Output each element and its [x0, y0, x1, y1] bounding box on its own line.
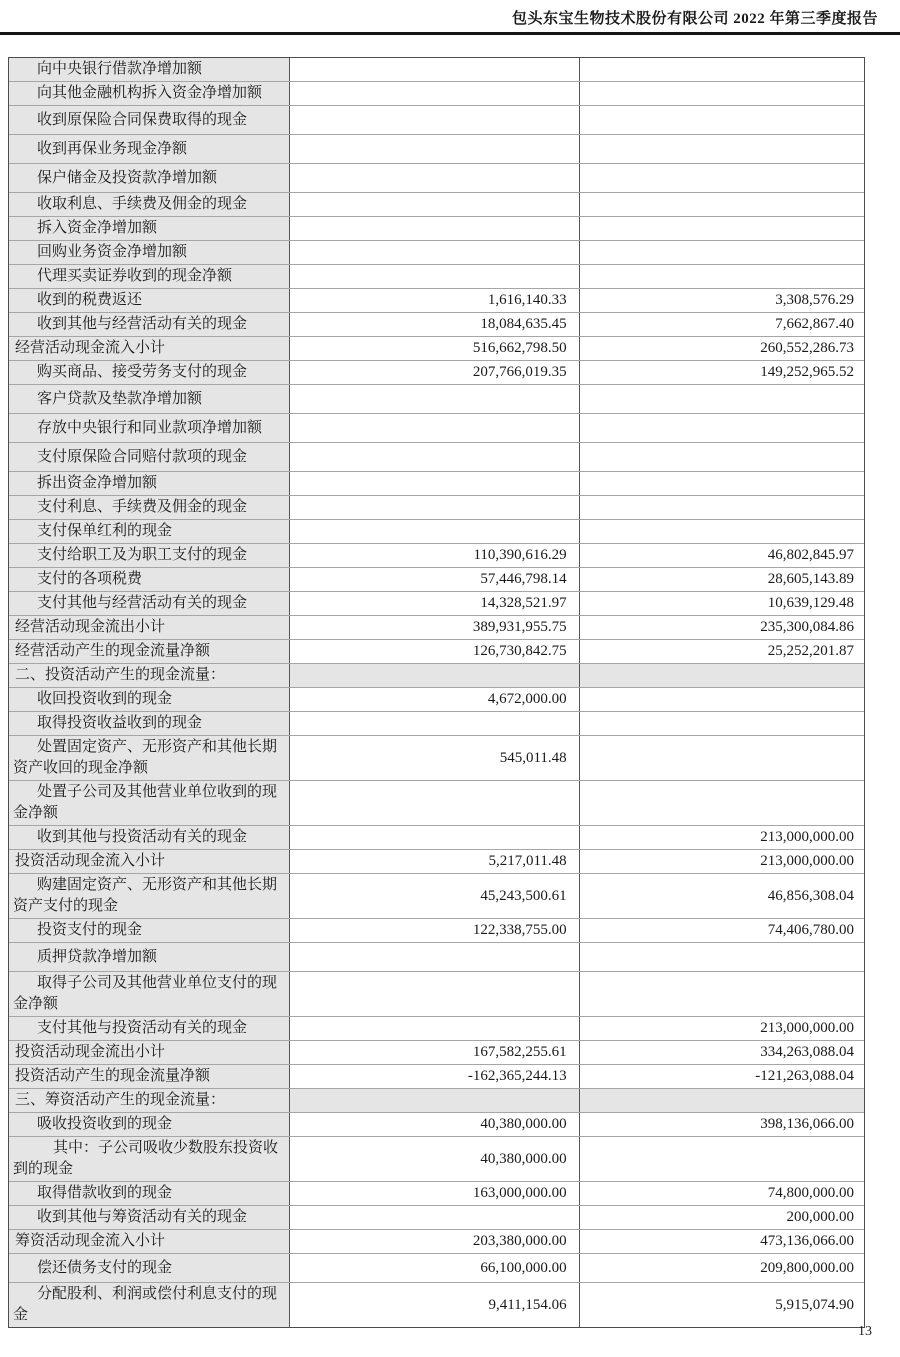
row-label-text: 筹资活动现金流入小计	[15, 1233, 166, 1249]
row-value-current	[290, 616, 579, 639]
row-label	[9, 544, 290, 567]
row-label-text: 代理买卖证券收到的现金净额	[37, 268, 233, 284]
row-value-current	[290, 289, 579, 312]
row-label-text: 取得投资收益收到的现金	[37, 715, 203, 731]
row-label-text: 保户储金及投资款净增加额	[37, 169, 218, 186]
row-label-text: 向中央银行借款净增加额	[37, 61, 203, 77]
row-value-prior-text: 260,552,286.73	[760, 340, 854, 356]
row-value-current	[290, 712, 579, 735]
row-value-prior	[580, 1041, 864, 1064]
row-label	[9, 265, 290, 288]
row-value-current-text: 516,662,798.50	[472, 340, 567, 356]
table-row	[9, 106, 864, 135]
row-value-prior-text: 213,000,000.00	[760, 853, 854, 869]
row-value-current	[290, 919, 579, 942]
row-label	[9, 520, 290, 543]
row-value-current	[290, 640, 579, 663]
row-value-current-text: 9,411,154.06	[488, 1296, 567, 1313]
table-row	[9, 640, 864, 664]
row-label	[9, 1041, 290, 1064]
row-value-prior-text: 398,136,066.00	[760, 1116, 854, 1132]
row-label-text: 投资活动产生的现金流量净额	[15, 1068, 211, 1084]
row-value-prior	[580, 164, 864, 192]
row-label-text: 经营活动现金流出小计	[15, 619, 166, 635]
row-value-prior	[580, 58, 864, 81]
row-value-prior	[580, 193, 864, 216]
page-number: 13	[858, 1324, 872, 1339]
table-row	[9, 385, 864, 414]
row-label	[9, 1182, 290, 1205]
row-label-text: 收到原保险合同保费取得的现金	[37, 111, 248, 128]
row-value-current-text: 5,217,011.48	[488, 853, 567, 869]
row-label	[9, 82, 290, 105]
table-row	[9, 919, 864, 943]
table-row	[9, 568, 864, 592]
row-value-current-text: 110,390,616.29	[473, 547, 567, 563]
table-row	[9, 1230, 864, 1254]
table-row	[9, 313, 864, 337]
table-row	[9, 361, 864, 385]
table-row	[9, 135, 864, 164]
row-value-current-text: 203,380,000.00	[472, 1233, 567, 1249]
row-value-prior	[580, 1113, 864, 1136]
row-value-prior	[580, 919, 864, 942]
row-value-current	[290, 385, 579, 413]
row-value-prior	[580, 443, 864, 471]
table-row	[9, 241, 864, 265]
row-label	[9, 135, 290, 163]
row-label	[9, 736, 290, 780]
row-label	[9, 1230, 290, 1253]
row-label	[9, 58, 290, 81]
table-row	[9, 664, 864, 688]
row-value-prior	[580, 472, 864, 495]
row-value-prior-text: 3,308,576.29	[775, 292, 854, 308]
table-row	[9, 217, 864, 241]
row-value-current-text: 66,100,000.00	[480, 1259, 567, 1276]
row-value-current	[290, 1283, 579, 1327]
table-row	[9, 520, 864, 544]
row-value-prior-text: 473,136,066.00	[760, 1233, 854, 1249]
row-value-prior	[580, 640, 864, 663]
row-value-prior-text: 46,856,308.04	[767, 887, 854, 904]
row-value-current	[290, 217, 579, 240]
row-value-prior	[580, 850, 864, 873]
row-value-prior-text: 10,639,129.48	[767, 595, 854, 611]
table-row	[9, 1017, 864, 1041]
row-value-prior	[580, 414, 864, 442]
row-value-current	[290, 544, 579, 567]
row-label-text: 向其他金融机构拆入资金净增加额	[37, 85, 263, 101]
table-row	[9, 1283, 864, 1327]
row-value-current	[290, 1182, 579, 1205]
row-label-text: 经营活动现金流入小计	[15, 340, 166, 356]
row-label-text: 收到其他与筹资活动有关的现金	[37, 1209, 248, 1225]
row-value-current	[290, 164, 579, 192]
row-value-current	[290, 472, 579, 495]
row-label-text: 吸收投资收到的现金	[37, 1116, 173, 1132]
row-value-current-text: 40,380,000.00	[480, 1150, 567, 1167]
row-value-prior	[580, 1230, 864, 1253]
table-row	[9, 1065, 864, 1089]
row-value-current	[290, 688, 579, 711]
row-value-prior	[580, 712, 864, 735]
row-value-current	[290, 1254, 579, 1282]
row-value-prior-text: 25,252,201.87	[767, 643, 854, 659]
row-label-text: 回购业务资金净增加额	[37, 244, 188, 260]
row-label	[9, 496, 290, 519]
row-value-current	[290, 265, 579, 288]
cash-flow-table	[8, 57, 865, 1328]
row-label-text: 收到其他与经营活动有关的现金	[37, 316, 248, 332]
row-label-text: 客户贷款及垫款净增加额	[37, 390, 203, 407]
row-value-prior	[580, 496, 864, 519]
row-label-text: 收取利息、手续费及佣金的现金	[37, 196, 248, 212]
table-row	[9, 496, 864, 520]
row-value-prior	[580, 544, 864, 567]
table-row	[9, 850, 864, 874]
table-row	[9, 193, 864, 217]
row-value-prior-text: 28,605,143.89	[767, 571, 854, 587]
row-label	[9, 217, 290, 240]
row-label-text: 处置子公司及其他营业单位收到的现金净额	[13, 784, 278, 821]
row-value-prior	[580, 1182, 864, 1205]
row-value-current	[290, 1230, 579, 1253]
row-value-current	[290, 1065, 579, 1088]
row-label	[9, 241, 290, 264]
table-row	[9, 874, 864, 919]
row-label	[9, 472, 290, 495]
row-value-current-text: 207,766,019.35	[472, 364, 567, 380]
row-label	[9, 568, 290, 591]
table-row	[9, 826, 864, 850]
row-label	[9, 289, 290, 312]
row-value-current-text: 163,000,000.00	[472, 1185, 567, 1201]
row-label	[9, 688, 290, 711]
row-value-prior	[580, 568, 864, 591]
row-value-prior	[580, 1017, 864, 1040]
row-label	[9, 443, 290, 471]
row-label	[9, 874, 290, 918]
row-value-prior	[580, 1089, 864, 1112]
row-label	[9, 616, 290, 639]
table-row	[9, 164, 864, 193]
report-title: 包头东宝生物技术股份有限公司 2022 年第三季度报告	[511, 11, 878, 27]
row-value-prior	[580, 664, 864, 687]
table-row	[9, 1089, 864, 1113]
row-value-current	[290, 414, 579, 442]
row-label	[9, 414, 290, 442]
row-label-text: 拆入资金净增加额	[37, 220, 158, 236]
row-label-text: 经营活动产生的现金流量净额	[15, 643, 211, 659]
row-label	[9, 337, 290, 360]
row-label-text: 支付保单红利的现金	[37, 523, 173, 539]
row-value-current	[290, 443, 579, 471]
row-label	[9, 164, 290, 192]
table-row	[9, 472, 864, 496]
table-row	[9, 265, 864, 289]
table-row	[9, 289, 864, 313]
row-label-text: 处置固定资产、无形资产和其他长期资产收回的现金净额	[13, 739, 278, 776]
row-label-text: 支付给职工及为职工支付的现金	[37, 547, 248, 563]
row-label	[9, 826, 290, 849]
row-label-text: 取得子公司及其他营业单位支付的现金净额	[13, 975, 278, 1012]
row-value-current	[290, 1089, 579, 1112]
row-label-text: 投资活动现金流出小计	[15, 1044, 166, 1060]
row-value-current	[290, 241, 579, 264]
row-value-prior	[580, 337, 864, 360]
table-row	[9, 58, 864, 82]
row-value-prior-text: 213,000,000.00	[760, 1020, 854, 1036]
row-label-text: 取得借款收到的现金	[37, 1185, 173, 1201]
row-value-prior-text: -121,263,088.04	[755, 1068, 854, 1084]
table-row	[9, 443, 864, 472]
row-label	[9, 640, 290, 663]
row-value-prior	[580, 217, 864, 240]
row-value-current	[290, 850, 579, 873]
table-row	[9, 414, 864, 443]
row-value-current-text: 545,011.48	[499, 749, 567, 766]
row-label-text: 偿还债务支付的现金	[37, 1259, 173, 1276]
row-label-text: 投资支付的现金	[37, 922, 143, 938]
row-label	[9, 1283, 290, 1327]
row-value-prior	[580, 289, 864, 312]
row-label	[9, 361, 290, 384]
table-row	[9, 1113, 864, 1137]
row-value-prior-text: 149,252,965.52	[760, 364, 854, 380]
row-label	[9, 919, 290, 942]
table-row	[9, 712, 864, 736]
row-value-current	[290, 568, 579, 591]
row-label	[9, 106, 290, 134]
row-value-current	[290, 781, 579, 825]
row-label	[9, 972, 290, 1016]
row-value-current	[290, 337, 579, 360]
row-label	[9, 1137, 290, 1181]
row-value-prior-text: 46,802,845.97	[767, 547, 854, 563]
row-label-text: 收回投资收到的现金	[37, 691, 173, 707]
row-label	[9, 1206, 290, 1229]
row-value-current	[290, 972, 579, 1016]
row-value-prior	[580, 106, 864, 134]
row-label	[9, 1017, 290, 1040]
row-label	[9, 664, 290, 687]
row-value-prior	[580, 1065, 864, 1088]
row-value-current-text: 4,672,000.00	[487, 691, 567, 707]
row-label-text: 收到的税费返还	[37, 292, 143, 308]
row-label-text: 购买商品、接受劳务支付的现金	[37, 364, 248, 380]
row-label	[9, 385, 290, 413]
row-label-text: 其中：子公司吸收少数股东投资收到的现金	[13, 1140, 279, 1177]
row-label-text: 三、筹资活动产生的现金流量：	[15, 1092, 226, 1108]
row-label	[9, 1089, 290, 1112]
row-value-current	[290, 736, 579, 780]
row-value-current-text: 122,338,755.00	[472, 922, 567, 938]
header-rule	[0, 32, 900, 35]
row-label	[9, 943, 290, 971]
row-value-prior	[580, 874, 864, 918]
table-row	[9, 736, 864, 781]
row-value-current	[290, 82, 579, 105]
row-value-prior	[580, 943, 864, 971]
row-value-prior-text: 235,300,084.86	[760, 619, 854, 635]
row-label-text: 购建固定资产、无形资产和其他长期资产支付的现金	[13, 877, 278, 914]
row-value-prior-text: 7,662,867.40	[775, 316, 854, 332]
table-row	[9, 1254, 864, 1283]
table-row	[9, 82, 864, 106]
row-value-current	[290, 135, 579, 163]
row-value-prior	[580, 688, 864, 711]
row-value-prior	[580, 241, 864, 264]
table-row	[9, 972, 864, 1017]
row-value-current	[290, 106, 579, 134]
row-value-current	[290, 193, 579, 216]
row-label	[9, 712, 290, 735]
row-value-prior	[580, 826, 864, 849]
table-row	[9, 1182, 864, 1206]
row-label-text: 收到其他与投资活动有关的现金	[37, 829, 248, 845]
row-label	[9, 592, 290, 615]
row-label-text: 支付利息、手续费及佣金的现金	[37, 499, 248, 515]
row-value-prior	[580, 1254, 864, 1282]
table-row	[9, 781, 864, 826]
row-value-current	[290, 1113, 579, 1136]
row-value-prior-text: 334,263,088.04	[760, 1044, 854, 1060]
row-value-prior	[580, 972, 864, 1016]
row-value-current-text: 45,243,500.61	[480, 887, 567, 904]
row-label	[9, 850, 290, 873]
row-value-prior-text: 200,000.00	[786, 1209, 854, 1225]
row-value-current	[290, 1206, 579, 1229]
row-value-prior-text: 209,800,000.00	[760, 1259, 854, 1276]
row-value-current-text: 1,616,140.33	[487, 292, 567, 308]
row-value-prior	[580, 616, 864, 639]
row-value-current	[290, 1041, 579, 1064]
row-label-text: 存放中央银行和同业款项净增加额	[37, 419, 263, 436]
row-label-text: 收到再保业务现金净额	[37, 140, 188, 157]
row-value-prior-text: 74,800,000.00	[767, 1185, 854, 1201]
row-label-text: 支付其他与经营活动有关的现金	[37, 595, 248, 611]
row-value-prior	[580, 361, 864, 384]
table-row	[9, 544, 864, 568]
row-value-current-text: 57,446,798.14	[480, 571, 567, 587]
row-value-prior	[580, 736, 864, 780]
table-row	[9, 1041, 864, 1065]
table-row	[9, 1206, 864, 1230]
row-label-text: 质押贷款净增加额	[37, 948, 158, 965]
row-value-current-text: 167,582,255.61	[472, 1044, 567, 1060]
row-value-prior	[580, 520, 864, 543]
row-value-prior	[580, 313, 864, 336]
row-label	[9, 1113, 290, 1136]
table-row	[9, 1137, 864, 1182]
row-value-current	[290, 1017, 579, 1040]
row-value-current-text: 40,380,000.00	[480, 1116, 567, 1132]
row-value-current-text: -162,365,244.13	[467, 1068, 567, 1084]
row-value-prior	[580, 385, 864, 413]
row-label	[9, 1065, 290, 1088]
row-value-current-text: 126,730,842.75	[472, 643, 567, 659]
table-row	[9, 688, 864, 712]
row-value-current	[290, 361, 579, 384]
row-label-text: 拆出资金净增加额	[37, 475, 158, 491]
row-value-current	[290, 826, 579, 849]
row-label-text: 分配股利、利润或偿付利息支付的现金	[13, 1286, 278, 1323]
table-row	[9, 337, 864, 361]
row-label	[9, 193, 290, 216]
row-value-current	[290, 496, 579, 519]
row-label-text: 支付原保险合同赔付款项的现金	[37, 448, 248, 465]
row-value-current	[290, 874, 579, 918]
row-label	[9, 313, 290, 336]
row-value-current-text: 389,931,955.75	[472, 619, 567, 635]
row-label-text: 支付其他与投资活动有关的现金	[37, 1020, 248, 1036]
row-value-prior	[580, 1206, 864, 1229]
row-value-current-text: 14,328,521.97	[480, 595, 567, 611]
row-value-current	[290, 520, 579, 543]
table-row	[9, 592, 864, 616]
page-header	[0, 0, 900, 35]
row-value-current	[290, 592, 579, 615]
row-value-current	[290, 664, 579, 687]
row-value-prior	[580, 781, 864, 825]
row-value-prior	[580, 1283, 864, 1327]
row-value-prior	[580, 135, 864, 163]
row-label-text: 投资活动现金流入小计	[15, 853, 166, 869]
row-label	[9, 1254, 290, 1282]
table-row	[9, 616, 864, 640]
row-value-prior	[580, 82, 864, 105]
row-label-text: 二、投资活动产生的现金流量：	[15, 667, 226, 683]
table-row	[9, 943, 864, 972]
row-value-current	[290, 1137, 579, 1181]
row-value-prior	[580, 265, 864, 288]
row-value-prior-text: 213,000,000.00	[760, 829, 854, 845]
row-value-prior	[580, 592, 864, 615]
row-value-prior-text: 5,915,074.90	[775, 1296, 854, 1313]
row-value-current-text: 18,084,635.45	[480, 316, 567, 332]
row-label	[9, 781, 290, 825]
row-value-current	[290, 313, 579, 336]
row-value-prior-text: 74,406,780.00	[767, 922, 854, 938]
row-value-prior	[580, 1137, 864, 1181]
row-value-current	[290, 58, 579, 81]
row-label-text: 支付的各项税费	[37, 571, 143, 587]
row-value-current	[290, 943, 579, 971]
